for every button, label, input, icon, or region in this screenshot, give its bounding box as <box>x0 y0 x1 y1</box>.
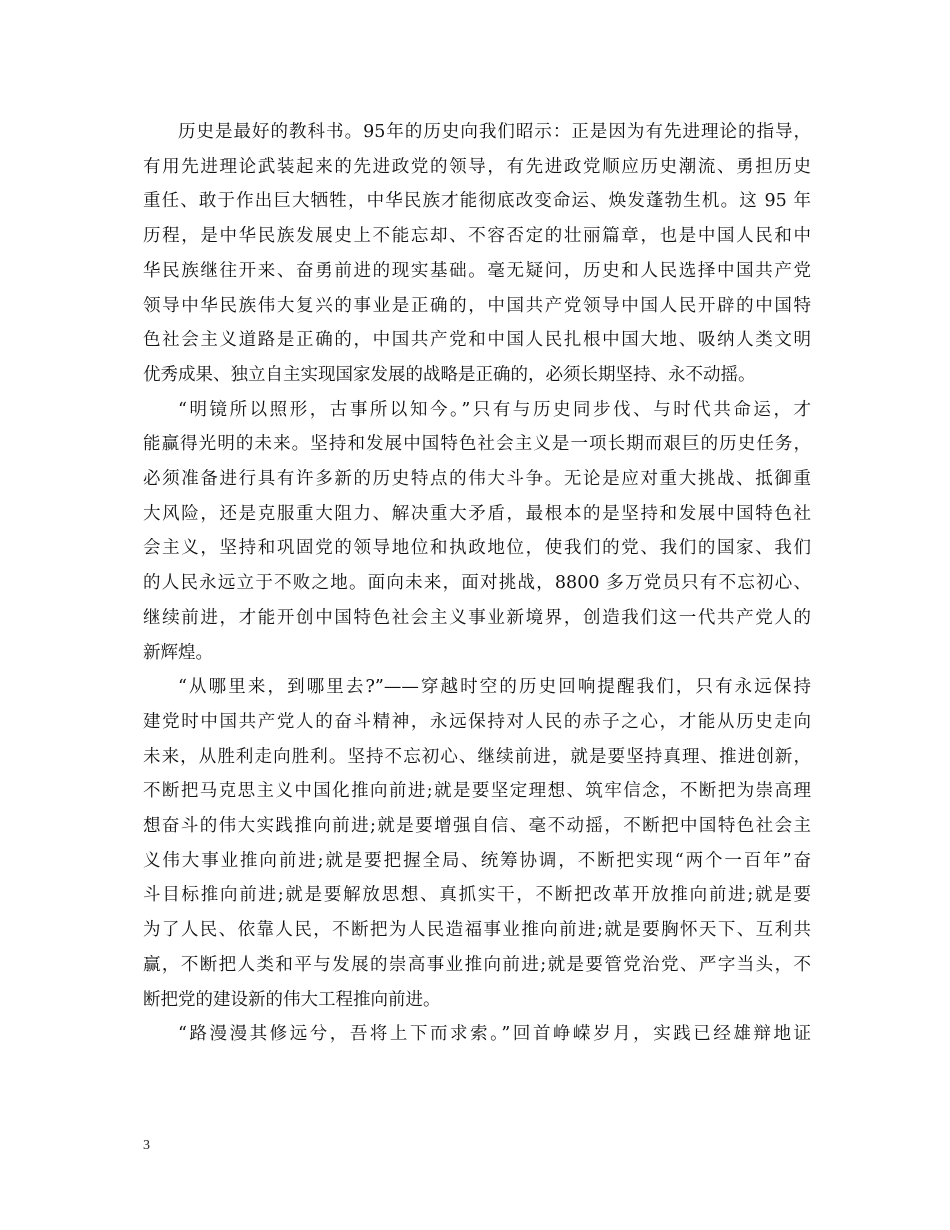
text-line: 历史是最好的教科书。95年的历史向我们昭示：正是因为有先进理论的指导， <box>178 122 811 142</box>
text-line: 优秀成果、独立自主实现国家发展的战略是正确的，必须长期坚持、永不动摇。 <box>143 364 756 385</box>
text-line: 义伟大事业推向前进;就是要把握全局、统筹协调，不断把实现“两个一百年”奋 <box>143 850 811 871</box>
text-line: 断把党的建设新的伟大工程推向前进。 <box>143 989 441 1010</box>
text-line: “明镜所以照形，古事所以知今。”只有与历史同步伐、与时代共命运，才 <box>178 399 811 420</box>
text-line: “路漫漫其修远兮，吾将上下而求索。”回首峥嵘岁月，实践已经雄辩地证 <box>178 1024 811 1045</box>
text-line: 重任、敢于作出巨大牺牲，中华民族才能彻底改变命运、焕发蓬勃生机。这 95 年 <box>143 191 811 212</box>
text-line: 有用先进理论武装起来的先进政党的领导，有先进政党顺应历史潮流、勇担历史 <box>143 156 811 177</box>
text-line: 的人民永远立于不败之地。面向未来，面对挑战，8800 多万党员只有不忘初心、 <box>143 573 811 594</box>
text-line: 未来，从胜利走向胜利。坚持不忘初心、继续前进，就是要坚持真理、推进创新， <box>143 746 811 767</box>
text-line: 新辉煌。 <box>143 642 213 663</box>
text-line: 历程，是中华民族发展史上不能忘却、不容否定的壮丽篇章，也是中国人民和中 <box>143 226 811 247</box>
text-line: 继续前进，才能开创中国特色社会主义事业新境界，创造我们这一代共产党人的 <box>143 607 811 628</box>
text-line: 会主义，坚持和巩固党的领导地位和执政地位，使我们的党、我们的国家、我们 <box>143 538 811 559</box>
text-line: 赢，不断把人类和平与发展的崇高事业推向前进;就是要管党治党、严字当头，不 <box>143 954 811 975</box>
text-line: “从哪里来，到哪里去?”——穿越时空的历史回响提醒我们，只有永远保持 <box>178 677 811 698</box>
text-line: 为了人民、依靠人民，不断把为人民造福事业推向前进;就是要胸怀天下、互利共 <box>143 920 811 941</box>
document-body <box>143 115 811 1052</box>
paragraph-1 <box>143 115 811 393</box>
text-line: 大风险，还是克服重大阻力、解决重大矛盾，最根本的是坚持和发展中国特色社 <box>143 503 811 524</box>
text-line: 斗目标推向前进;就是要解放思想、真抓实干，不断把改革开放推向前进;就是要 <box>143 885 811 906</box>
page-number: 3 <box>143 1138 150 1153</box>
text-line: 必须准备进行具有许多新的历史特点的伟大斗争。无论是应对重大挑战、抵御重 <box>143 469 811 490</box>
text-line: 领导中华民族伟大复兴的事业是正确的，中国共产党领导中国人民开辟的中国特 <box>143 295 811 316</box>
text-line: 华民族继往开来、奋勇前进的现实基础。毫无疑问，历史和人民选择中国共产党 <box>143 260 811 281</box>
paragraph-2 <box>143 393 811 671</box>
text-line: 不断把马克思主义中国化推向前进;就是要坚定理想、筑牢信念，不断把为崇高理 <box>143 781 811 802</box>
paragraph-3 <box>143 670 811 1017</box>
text-line: 色社会主义道路是正确的，中国共产党和中国人民扎根中国大地、吸纳人类文明 <box>143 330 811 351</box>
paragraph-4 <box>143 1017 811 1052</box>
text-line: 建党时中国共产党人的奋斗精神，永远保持对人民的赤子之心，才能从历史走向 <box>143 711 811 732</box>
text-line: 能赢得光明的未来。坚持和发展中国特色社会主义是一项长期而艰巨的历史任务， <box>143 434 811 455</box>
text-line: 想奋斗的伟大实践推向前进;就是要增强自信、毫不动摇，不断把中国特色社会主 <box>143 816 811 837</box>
